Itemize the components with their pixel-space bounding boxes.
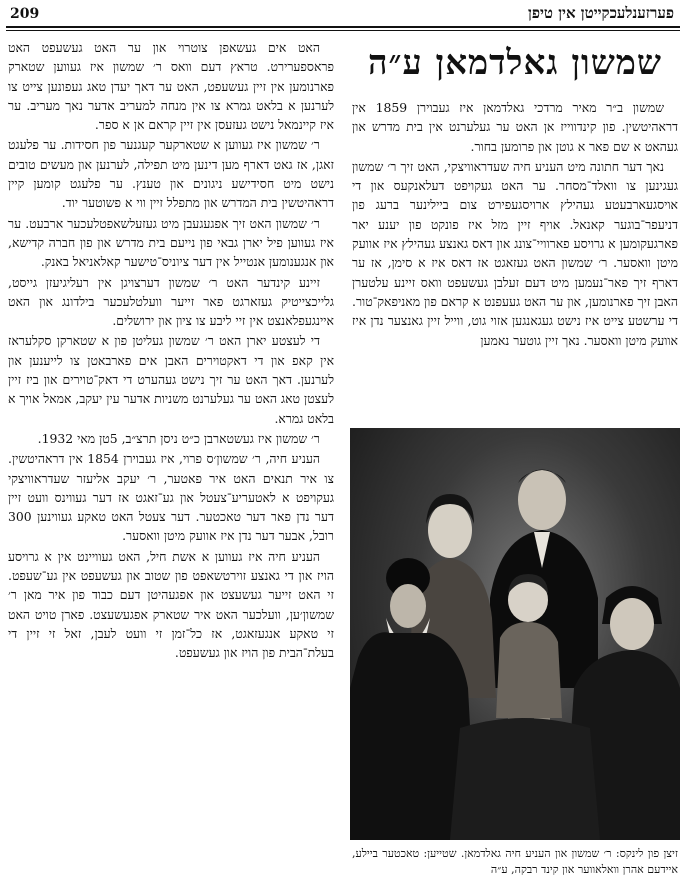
paragraph: נאך דער חתונה מיט העניע חיה שעדראוויצקי, האט זיך ר׳ שמשון געגינען צו וואלד־מסחר. ער האט געקויפט דעלאנקעס און די אויסגעארבעטע געהילץ ארויסגעפירט צום ביילינער ברעג פון דניעפר־בוגער קאנאל. אויף זיין מזל איז פונקט פון יענע יאר פארגעקומען א גרויסע פארוויי־צונג און דאס גאנצע געהילץ איז אוועק מיטן וואסער. ר׳ שמשון האט געזאגט אז דאס איז א סימן, אז ער דארף זיך פאר־נעמען מיט דעם זעלבן געשעפט וואס זיינע עלטערן האבן זיך פארנומען, און ער האט געעפנט א קראם פון מאניפאק־טור. די ערשטע צייט איז נישט געגאנגען אזוי גוט, ווייל זיין גאנצער נדן איז אוועק מיטן וואסער. נאך זיין גוטער נאמען <box>352 158 678 348</box>
family-photo-illustration <box>350 428 680 840</box>
header-rule <box>6 26 680 28</box>
paragraph: ר׳ שמשון איז געשטארבן כ״ט ניסן תרצ״ב, 5טן מאי 1932. <box>37 430 320 446</box>
standing-man-face <box>518 470 566 530</box>
paragraph: ר׳ שמשון איז געווען א שטארקער קעגנער פון חסידות. ער פלעגט זאגן, אז גאט דארף מען דינען מיט תפילה, לערנען און מעשים טובים נישט מיט חסידישע ניגונים און טענץ. ער פלעגט קומען קיין דראהיטשין בית המדרש און מתפלל זיין ווי א פשוטער יוד. <box>8 137 334 211</box>
paragraph: האט אים געשאפן צוטרוי און ער האט געשעפט האט פראספערירט. טראץ דעם וואס ר׳ שמשון איז געווען שטארק פארנומען אין זיין געשעפט, האט ער דאך יעדן טאג געפונען צייט צו לערנען א בלאט גמרא צו אין מנחה למעריב אדער נאך מעריב. ער איז קיינמאל נישט געזעסן אין זיין קראם אן א ספר. <box>8 40 334 133</box>
standing-woman-face <box>428 502 472 558</box>
page-header <box>6 2 680 28</box>
photo-caption: זיצן פון לינקס: ר׳ שמשון און העניע חיה גאלדמאן. שטייען: טאכטער ביילע, איידעם אהרן וואלאווער און קינד רבקה, ע״ה <box>352 847 678 876</box>
article-title: שמשון גאלדמאן ע״ה <box>367 43 662 83</box>
left-column-text <box>8 38 334 876</box>
seated-woman-face <box>610 598 654 650</box>
paragraph: זיינע קינדער האט ר׳ שמשון דערצויגן אין רעליגיעזן גייסט, גלייכצייטיק געזארגט פאר זייער וועלטלעכער בילדונג און האט איינגעפלאנצט אין זיי ליבע צו ציון און ירושלים. <box>8 274 334 329</box>
paragraph: ר׳ שמשון האט זיך אפגעגעבן מיט געזעלשאפטלעכער ארבעט. ער איז געווען פיל יארן גבאי פון נייעם בית מדרש און פון חברה קדישא, און אנגענומען אנטייל אין דער ציוניס־טישער קאלאניאל באנק. <box>8 215 334 270</box>
paragraph: העניע חיה איז געווען א אשת חיל, האט געוויינט אין א גרויסע הויז און די גאנצע זוירטשאפט פון שטוב און געשעפט אין גע־שעפט. זי האט זייער געשעצט און אפגעהיטן דעם כבוד פון איר מאן ר׳ שמשון׳ען, וועלכער האט איר שטארק אפגעשעצט. פארן טויט האט זי טאקע אנגעזאגט, אז כל־זמן זי וועט לעבן, זאל זי זיין די בעלת־הבית פון הויז און געשעפט. <box>8 548 334 661</box>
running-title: פערזענלעכקייטן אין טיפן <box>528 4 674 22</box>
header-rule-thin <box>6 30 680 31</box>
page-number: 209 <box>10 6 40 22</box>
child-outfit <box>496 622 562 718</box>
paragraph: העניע חיה, ר׳ שמשון׳ס פרוי, איז געבוירן 1854 אין דראהיטשין. צו איר תנאים האט איר פאטער, ר׳ יעקב אליעזר שעדראוויצקי געקויפט א לאטעריע־צעטל און גע־זאגט אז דער געווינס וועט זיין דער נדן פאר דער טאכטער. דער צעטל האט טאקע געווינען 300 רובל, אבער דער נדן איז אוועק מיטן וואסער. <box>8 451 334 544</box>
seated-man-face <box>390 584 426 628</box>
paragraph: די לעצטע יארן האט ר׳ שמשון געליטן פון א שטארקן סקלעראז אין קאפ און די דאקטוירים האבן אים פארבאטן צו לייענען און לערנען. דאך האט ער זיך נישט געהערט די דאק־טוירים און ביז זיין לעצטן טאג האט ער געלערנט משניות אדער עין יעקב, אמאל אויך א בלאט גמרא. <box>8 333 334 426</box>
right-column-text <box>352 98 678 416</box>
paragraph: שמשון ב״ר מאיר מרדכי גאלדמאן איז געבוירן 1859 אין דראהיטשין. פון קינדווייז אן האט ער געלערנט אין בית מדרש און געהאט א שם פאר א גוטן און פרומען בחור. <box>352 100 678 154</box>
seated-laps <box>450 718 600 840</box>
family-photo <box>350 428 680 840</box>
